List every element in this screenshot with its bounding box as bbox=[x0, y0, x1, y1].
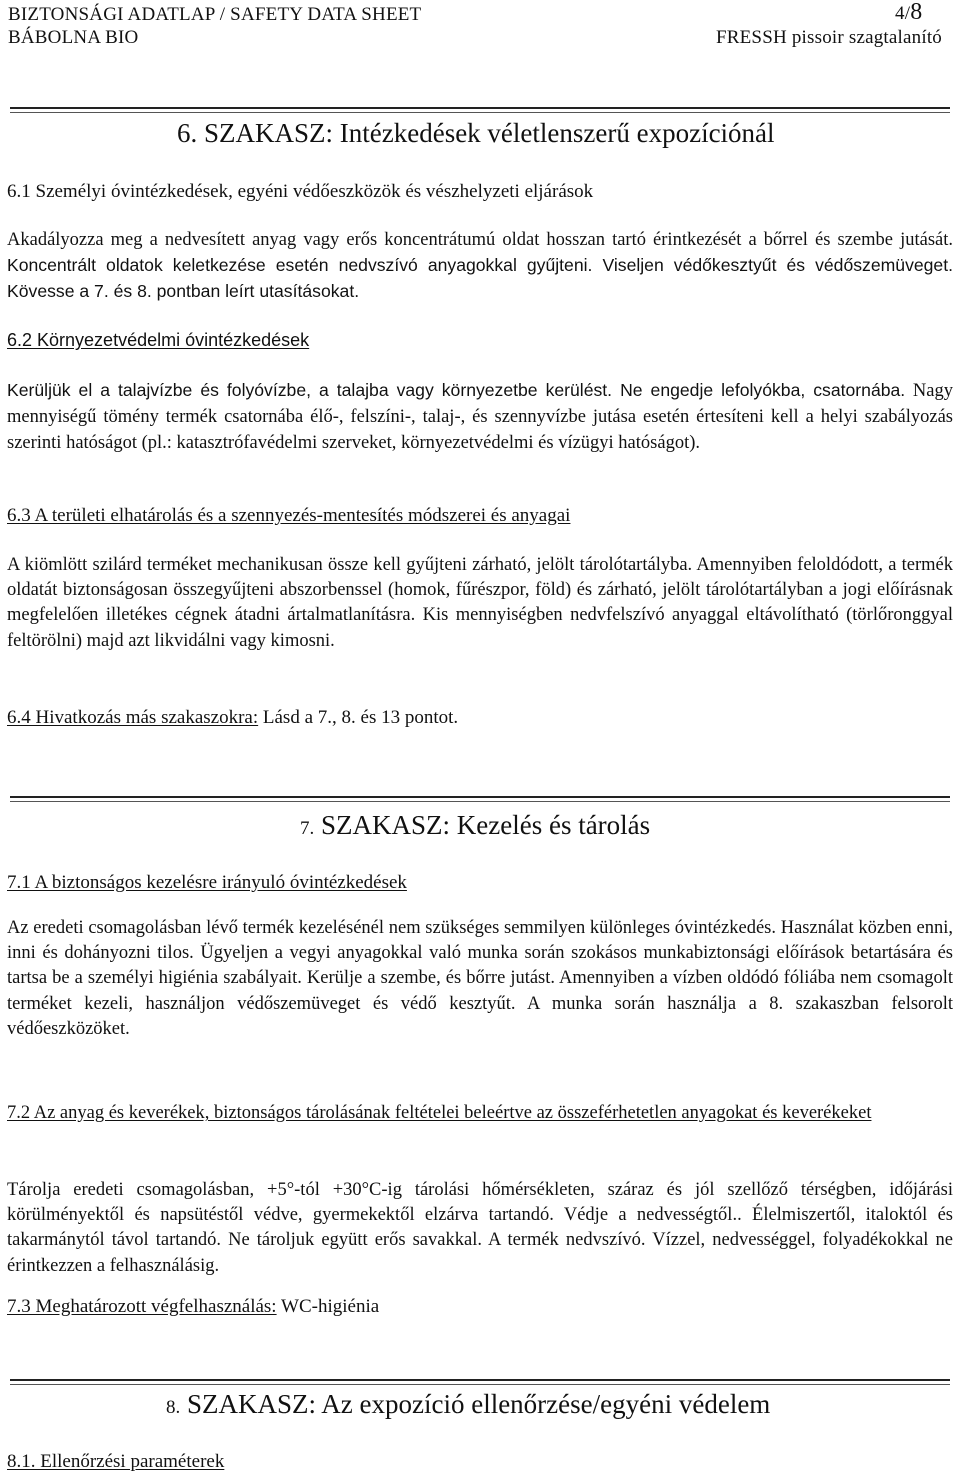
section-7-heading bbox=[300, 810, 650, 844]
section-7-rule-thin bbox=[10, 801, 950, 802]
section-6-1-heading: 6.1 Személyi óvintézkedések, egyéni védőeszközök és vészhelyzeti eljárások bbox=[7, 181, 594, 202]
section-7-2-text: Tárolja eredeti csomagolásban, +5°-tól +30°C-ig tárolási hőmérsékleten, száraz és jól szellőző térségben, időjárási körülményektől és napsütéstől védve, gyermekektől elzárva tartandó. Védje a nedvességtől.. Élelmiszertől, italoktól és takarmánytól távol tartandó. Ne tároljuk együtt erős savakkal. A termék nedvszívó. Vízzel, nedvességgel, folyadékokkal ne érintkezzen a felhasználásig. bbox=[7, 1180, 953, 1276]
section-8-title: SZAKASZ: Az expozíció ellenőrzése/egyéni védelem bbox=[187, 1389, 771, 1419]
section-7-rule bbox=[10, 796, 950, 798]
section-6-1-text bbox=[7, 227, 953, 306]
section-6-4-text: Lásd a 7., 8. és 13 pontot. bbox=[262, 707, 459, 728]
section-6-4-heading: 6.4 Hivatkozás más szakaszokra: bbox=[7, 707, 259, 728]
section-7-number: 7. bbox=[300, 818, 315, 839]
section-7-3-heading: 7.3 Meghatározott végfelhasználás: bbox=[7, 1296, 277, 1317]
section-8-rule bbox=[10, 1379, 950, 1381]
page-number: 4/8 bbox=[895, 0, 923, 25]
section-6-2-text bbox=[7, 378, 953, 457]
header-rule bbox=[10, 107, 950, 109]
company-name: BÁBOLNA BIO bbox=[8, 27, 139, 48]
section-8-rule-thin bbox=[10, 1384, 950, 1385]
section-8-number: 8. bbox=[166, 1397, 181, 1418]
section-6-2-heading: 6.2 Környezetvédelmi óvintézkedések bbox=[7, 330, 310, 350]
header-rule-thin bbox=[10, 112, 950, 113]
section-8-heading bbox=[166, 1389, 770, 1423]
section-6-2-text-b: Nagy mennyiségű tömény termék csatornába élő-, felszíni-, talaj-, és szennyvízbe jutása esetén értesíteni kell a helyi szabályozás szerinti hatóságot (pl.: katasztrófavédelmi szerveket, környezetvédelmi és vízügyi hatóságot). bbox=[7, 381, 954, 454]
section-6-1-text-b: Koncentrált oldatok keletkezése esetén nedvszívó anyagokkal gyűjteni. Viseljen védőkesztyűt és védőszemüveget. Kövesse a 7. és 8. pontban leírt utasításokat. bbox=[7, 255, 953, 302]
section-6-3-heading: 6.3 A területi elhatárolás és a szennyezés-mentesítés módszerei és anyagai bbox=[7, 505, 571, 526]
section-7-3-text: WC-higiénia bbox=[281, 1296, 380, 1317]
section-7-1-heading: 7.1 A biztonságos kezelésre irányuló óvintézkedések bbox=[7, 872, 407, 893]
document-title: BIZTONSÁGI ADATLAP / SAFETY DATA SHEET bbox=[8, 4, 422, 25]
product-name: FRESSH pissoir szagtalanító bbox=[715, 27, 942, 48]
section-6-2-text-a: Kerüljük el a talajvízbe és folyóvízbe, a talajba vagy környezetbe kerülést. Ne engedje lefolyókba, csatornába. bbox=[7, 380, 906, 400]
section-6-heading: 6. SZAKASZ: Intézkedések véletlenszerű expozíciónál bbox=[177, 118, 775, 148]
section-8-1-heading: 8.1. Ellenőrzési paraméterek bbox=[7, 1451, 225, 1472]
section-6-1-text-a: Akadályozza meg a nedvesített anyag vagy erős koncentrátumú oldat hosszan tartó érintkezését a bőrrel és szembe jutását. bbox=[7, 230, 953, 250]
section-6-3-text: A kiömlött szilárd terméket mechanikusan össze kell gyűjteni zárható, jelölt tárolótartályba. Amennyiben feloldódott, a termék oldatát biztonságosan összegyűjteni abszorbenssel (homok, fűrészpor, föld) és zárható, jelölt tárolótartályban a jogi előírásnak megfelelően illetékes cégnek átadni ártalmatlanításra. Kis mennyiségben nedvfelszívó anyaggal eltávolítható (törlőronggyal feltörölni) majd azt likvidálni vagy kimosni. bbox=[7, 555, 953, 651]
page-total: 8 bbox=[910, 0, 923, 25]
section-7-1-text: Az eredeti csomagolásban lévő termék kezelésénél nem szükséges semmilyen különleges óvintézkedés. Használat közben enni, inni és dohányozni tilos. Ügyeljen a vegyi anyagokkal való munka során szokásos munkabiztonsági előírások betartására és tartsa be a személyi higiénia szabályait. Kerülje a szembe, és bőrre jutást. Amennyiben a vízben oldódó fóliába nem csomagolt terméket kezeli, használjon védőszemüveget és védő kesztyűt. A munka során használja a 8. szakaszban felsorolt védőeszközöket. bbox=[7, 918, 953, 1039]
page-current: 4 bbox=[895, 3, 905, 24]
section-7-2-heading: 7.2 Az anyag és keverékek, biztonságos tárolásának feltételei beleértve az összeférhetetlen anyagokat és keverékeket bbox=[7, 1103, 872, 1123]
section-7-title: SZAKASZ: Kezelés és tárolás bbox=[321, 810, 651, 840]
section-6-4 bbox=[7, 706, 458, 730]
section-7-3 bbox=[7, 1295, 379, 1319]
